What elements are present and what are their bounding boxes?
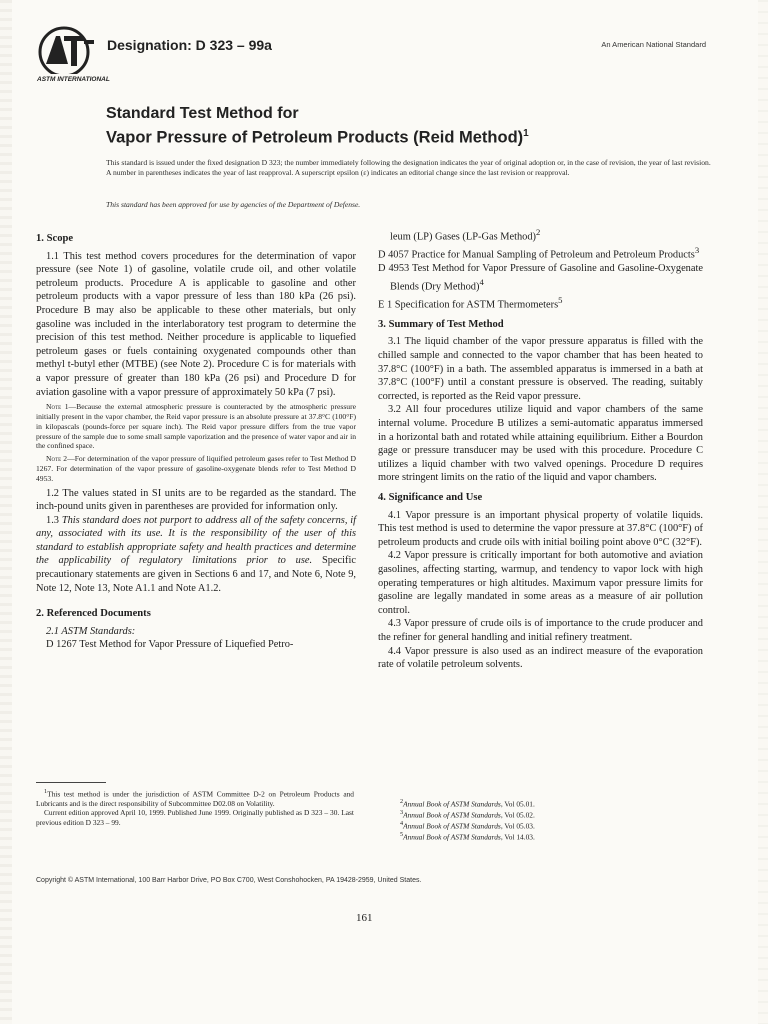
para-2-1-text: 2.1 ASTM Standards: [46, 625, 136, 637]
ref-e1 [378, 294, 703, 312]
footnote-1-text: This test method is under the jurisdiction of ASTM Committee D-2 on Petroleum Products and Lubricants and is the direct responsibility of Subcommittee D02.08 on Volatility. [36, 789, 354, 808]
footnote-rule-left [36, 782, 106, 783]
ref-d4953 [378, 262, 703, 294]
footnote-2-mark: 2 [400, 799, 404, 805]
footnote-4-mark: 4 [400, 820, 404, 827]
para-1-3-safety: This standard does not purport to address all of the safety concerns, if any, associated with its use. It is the responsibility of the user of this standard to establish appropriate safety and health practices and determine the applicability of regulatory limitations prior to use. [36, 514, 357, 567]
title-line-2 [106, 123, 529, 149]
designation: Designation: D 323 – 99a [107, 37, 272, 53]
left-column [36, 226, 356, 652]
note-1-label: Note 1 [46, 402, 69, 412]
national-standard-label: An American National Standard [601, 40, 706, 49]
para-1-1: 1.1 This test method covers procedures for the determination of vapor pressure (see Note 1) of gasoline, volatile crude oil, and other volatile petroleum products. Procedure A is applicable to gasoline and other petroleum products with a vapor pressure of less than 180 kPa (26 psi). Procedure B may also be applicable to these other materials, but only gasoline was included in the interlaboratory test program to determine the precision of this test method. Neither procedure is applicable to liquefied petroleum gases or fuels containing oxygenated compounds other than methyl t-butyl ether (MTBE) (see Note 2). Procedure C is for materials with a vapor pressure of greater than 180 kPa (26 psi) and Procedure D for aviation gasoline with a vapor pressure of approximately 50 kPa (7 psi). [36, 250, 356, 398]
para-3-1: 3.1 The liquid chamber of the vapor pressure apparatus is filled with the chilled sample and connected to the vapor chamber that has been heated to 37.8°C (100°F) in a bath. The assembled apparatus is immersed in a bath at 37.8°C (100°F) until a constant pressure is observed. The reading, suitably corrected, is reported as the Reid vapor pressure. [378, 336, 703, 402]
ref-d1267-cont [378, 226, 703, 244]
note-1 [36, 402, 356, 451]
footnote-3-mark: 3 [400, 809, 404, 816]
summary-heading: 3. Summary of Test Method [378, 318, 504, 330]
ref-d4057-fn: 3 [694, 245, 700, 256]
note-1-text: —Because the external atmospheric pressure is counteracted by the atmospheric pressure initially present in the vapor chamber, the Reid vapor pressure is an absolute pressure at 37.8°C (100°F) in kilopascals (pounds-force per square inch). The Reid vapor pressure differs from the true vapor pressure of the sample due to some small sample vaporization and the presence of water vapor and air in the confined space. [36, 402, 356, 451]
ref-d4057 [378, 244, 703, 262]
right-column [378, 226, 703, 672]
para-1-3 [36, 514, 356, 596]
footnote-1 [36, 788, 354, 808]
ref-e1-text: E 1 Specification for ASTM Thermometers [378, 299, 559, 311]
scan-edge-right [758, 0, 768, 1024]
para-1-3-rest: Specific precautionary statements are given in Sections 6 and 17, and Note 6, Note 9, Note 12, Note 13, Note A1.1 and Note A1.2. [36, 555, 356, 594]
ref-d4057-text: D 4057 Practice for Manual Sampling of Petroleum and Petroleum Products [378, 249, 695, 261]
footnote-1-mark: 1 [44, 789, 48, 795]
ref-e1-fn: 5 [558, 294, 563, 305]
footnotes-right [392, 798, 692, 842]
title-footnote-mark: 1 [523, 128, 529, 139]
footnote-2 [392, 798, 692, 809]
note-2-label: Note 2 [46, 454, 68, 464]
ref-d1267: D 1267 Test Method for Vapor Pressure of Liquefied Petro- [46, 639, 294, 651]
footnote-2-book: Annual Book of ASTM Standards [403, 799, 501, 809]
ref-d1267-fn: 2 [536, 227, 541, 237]
title-line-1: Standard Test Method for [106, 105, 299, 122]
footnote-4-vol: , Vol 05.03. [500, 821, 535, 831]
footnote-4 [392, 820, 692, 831]
footnote-5-book: Annual Book of ASTM Standards [403, 832, 501, 842]
para-4-1: 4.1 Vapor pressure is an important physical property of volatile liquids. This test method is used to determine the vapor pressure at 37.8°C (100°F) of petroleum products and crude oils with initial boiling point above 0°C (32°F). [378, 509, 703, 548]
para-4-2: 4.2 Vapor pressure is critically important for both automotive and aviation gasolines, affecting starting, warmup, and tendency to vapor lock with high operating temperatures or high altitudes. Maximum vapor pressure limits for gasoline are legally mandated in some areas as a measure of air pollution control. [378, 550, 703, 616]
scan-edge-left [0, 0, 12, 1024]
page-number: 161 [356, 912, 373, 924]
referenced-documents-heading: 2. Referenced Documents [36, 608, 151, 620]
footnote-1-edition: Current edition approved April 10, 1999. Published June 1999. Originally published as D 323 – 30. Last previous edition D 323 – 99. [36, 808, 354, 827]
footnote-5-mark: 5 [400, 831, 404, 838]
ref-d4953-fn: 4 [479, 276, 484, 287]
document-title [106, 104, 529, 149]
note-2-text: —For determination of the vapor pressure of liquified petroleum gases refer to Test Method D 1267. For determination of the vapor pressure of gasoline-oxygenate blends refer to Test Method D 4953. [36, 454, 356, 483]
para-3-2: 3.2 All four procedures utilize liquid and vapor chambers of the same internal volume. Procedure B utilizes a semi-automatic apparatus immersed in a horizontal bath and rotated while attaining equilibrium. Either a Bourdon gage or pressure transducer may be used with this procedure. Procedure C utilizes a liquid chamber with two valved openings. Procedure D requires more stringent limits on the ratio of the liquid and vapor chambers. [378, 404, 703, 484]
footnote-3-book: Annual Book of ASTM Standards [403, 810, 501, 820]
ref-d4953-text: D 4953 Test Method for Vapor Pressure of Gasoline and Gasoline-Oxygenate Blends (Dry Method) [378, 263, 703, 293]
para-4-3: 4.3 Vapor pressure of crude oils is of importance to the crude producer and the refiner for general handling and initial refinery treatment. [378, 618, 703, 643]
approval-statement: This standard has been approved for use by agencies of the Department of Defense. [106, 200, 361, 209]
para-1-2: 1.2 The values stated in SI units are to be regarded as the standard. The inch-pound units given in parentheses are provided for information only. [36, 487, 356, 513]
para-4-4: 4.4 Vapor pressure is also used as an indirect measure of the evaporation rate of volatile petroleum solvents. [378, 645, 703, 671]
footnote-3-vol: , Vol 05.02. [500, 810, 535, 820]
title-main: Vapor Pressure of Petroleum Products (Reid Method) [106, 128, 524, 147]
copyright-line: Copyright © ASTM International, 100 Barr Harbor Drive, PO Box C700, West Conshohocken, PA 19428-2959, United States. [36, 877, 422, 884]
ref-d1267-cont-text: leum (LP) Gases (LP-Gas Method) [390, 231, 537, 243]
footnote-2-vol: , Vol 05.01. [500, 799, 535, 809]
footnote-4-book: Annual Book of ASTM Standards [403, 821, 501, 831]
footnote-3 [392, 809, 692, 820]
para-2-1 [36, 625, 356, 639]
scope-heading: 1. Scope [36, 233, 74, 244]
footnotes-left [36, 788, 354, 827]
footnote-5-vol: , Vol 14.03. [500, 832, 535, 842]
para-1-3-number: 1.3 [46, 514, 62, 526]
logo-text: ASTM INTERNATIONAL [37, 76, 110, 83]
note-2 [36, 454, 356, 483]
issue-statement: This standard is issued under the fixed designation D 323; the number immediately following the designation indicates the year of original adoption or, in the case of revision, the year of last revision. A number in parentheses indicates the year of last reapproval. A superscript epsilon (ε) indicates an editorial change since the last revision or reapproval. [106, 158, 711, 177]
significance-heading: 4. Significance and Use [378, 491, 483, 503]
astm-logo [34, 22, 110, 88]
footnote-5 [392, 831, 692, 842]
